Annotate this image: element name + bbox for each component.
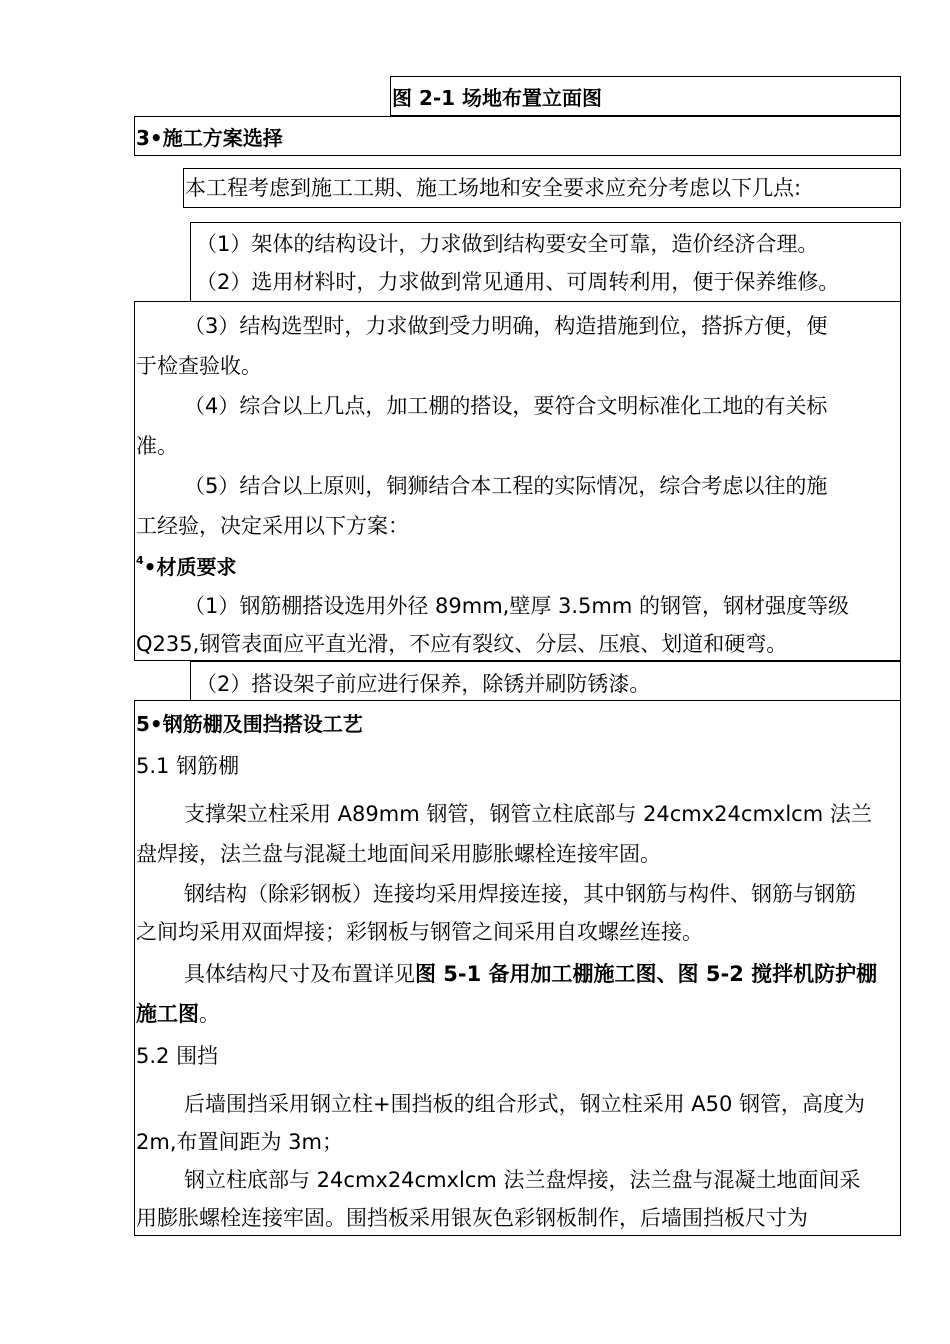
section4-heading	[136, 555, 236, 579]
section5-heading: 5•钢筋棚及围挡搭设工艺	[136, 712, 363, 736]
section3-item-5-line2: 工经验，决定采用以下方案：	[136, 514, 409, 538]
section5-p2-line1: 钢结构（除彩钢板）连接均采用焊接连接，其中钢筋与构件、钢筋与钢筋	[184, 882, 856, 906]
section4-item-1-line2: Q235,钢管表面应平直光滑，不应有裂纹、分层、压痕、划道和硬弯。	[136, 632, 788, 656]
section4-heading-number: 4	[136, 554, 144, 567]
section3-item-3-line2: 于检查验收。	[136, 354, 262, 378]
section5-p3-line1	[184, 962, 877, 986]
figure-caption: 图 2-1 场地布置立面图	[392, 86, 603, 110]
section5-p3-line2	[136, 1002, 220, 1026]
section3-item-4-line1: （4）综合以上几点，加工棚的搭设，要符合文明标准化工地的有关标	[184, 394, 828, 418]
p3-end: 。	[199, 1002, 220, 1026]
section3-item-4-line2: 准。	[136, 434, 178, 458]
section3-item-3-line1: （3）结构选型时，力求做到受力明确，构造措施到位，搭拆方便，便	[184, 314, 828, 338]
section3-item-5-line1: （5）结合以上原则，铜狮结合本工程的实际情况，综合考虑以往的施	[184, 474, 828, 498]
section5-p1-line2: 盘焊接，法兰盘与混凝土地面间采用膨胀螺栓连接牢固。	[136, 842, 661, 866]
section5-p2-line2: 之间均采用双面焊接；彩钢板与钢管之间采用自攻螺丝连接。	[136, 920, 703, 944]
section5-sub1: 5.1 钢筋棚	[136, 754, 240, 778]
p3-normal-text: 具体结构尺寸及布置详见	[184, 962, 415, 986]
section5-p5-line1: 钢立柱底部与 24cmx24cmxlcm 法兰盘焊接，法兰盘与混凝土地面间采	[184, 1168, 861, 1192]
p3-figure-ref: 图 5-1 备用加工棚施工图、图 5-2 搅拌机防护棚	[415, 962, 878, 986]
section4-heading-text: •材质要求	[143, 555, 237, 579]
section4-item-2: （2）搭设架子前应进行保养，除锈并刷防锈漆。	[196, 672, 651, 696]
section3-item-1: （1）架体的结构设计，力求做到结构要安全可靠，造价经济合理。	[196, 232, 819, 256]
section5-p1-line1: 支撑架立柱采用 A89mm 钢管，钢管立柱底部与 24cmx24cmxlcm 法兰	[184, 802, 872, 826]
p3-figure-ref-cont: 施工图	[136, 1002, 199, 1026]
section3-item-2: （2）选用材料时，力求做到常见通用、可周转利用，便于保养维修。	[196, 270, 840, 294]
section5-p4-line1: 后墙围挡采用钢立柱+围挡板的组合形式，钢立柱采用 A50 钢管，高度为	[184, 1092, 866, 1116]
section3-heading: 3•施工方案选择	[136, 126, 283, 150]
section5-p5-line2: 用膨胀螺栓连接牢固。围挡板采用银灰色彩钢板制作，后墙围挡板尺寸为	[136, 1206, 808, 1230]
section5-sub2: 5.2 围挡	[136, 1044, 219, 1068]
section4-item-1-line1: （1）钢筋棚搭设选用外径 89mm,壁厚 3.5mm 的钢管，钢材强度等级	[184, 594, 850, 618]
section3-intro: 本工程考虑到施工工期、施工场地和安全要求应充分考虑以下几点:	[185, 176, 802, 200]
section5-p4-line2: 2m,布置间距为 3m；	[136, 1130, 343, 1154]
